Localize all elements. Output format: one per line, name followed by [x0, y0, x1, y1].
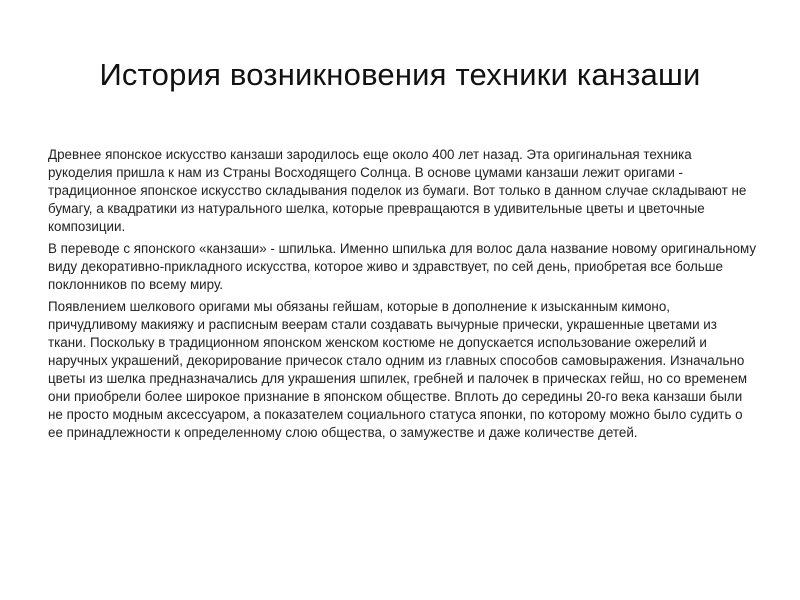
slide-title: История возникновения техники канзаши [99, 57, 701, 92]
paragraph-geisha: Появлением шелкового оригами мы обязаны гейшам, которые в дополнение к изысканным кимоно, причудливому макияжу и расписным веерам стали создавать вычурные прически, украшенные цветами из ткани. Поскольку в традиционном японском женском костюме не допускается использование ожерелий и наручных украшений, декорирование причесок стало одним из главных способов самовыражения. Изначально цветы из шелка предназначались для украшения шпилек, гребней и палочек в прическах гейш, но со временем они приобрели более широкое признание в японском обществе. Вплоть до середины 20-го века канзаши были не просто модным аксессуаром, а показателем социального статуса японки, по которому можно было судить о ее принадлежности к определенному слою общества, о замужестве и даже количестве детей. [48, 299, 748, 440]
paragraph-translation: В переводе с японского «канзаши» - шпилька. Именно шпилька для волос дала название новому оригинальному виду декоративно-прикладного искусства, которое живо и здравствует, по сей день, приобретая все больше поклонников по всему миру. [48, 241, 757, 292]
slide-body [48, 146, 758, 446]
paragraph-origin: Древнее японское искусство канзаши зародилось еще около 400 лет назад. Эта оригинальная техника рукоделия пришла к нам из Страны Восходящего Солнца. В основе цумами канзаши лежит оригами - традиционное японское искусство складывания поделок из бумаги. Вот только в данном случае складывают не бумагу, а квадратики из натурального шелка, которые превращаются в удивительные цветы и цветочные композиции. [48, 147, 747, 234]
